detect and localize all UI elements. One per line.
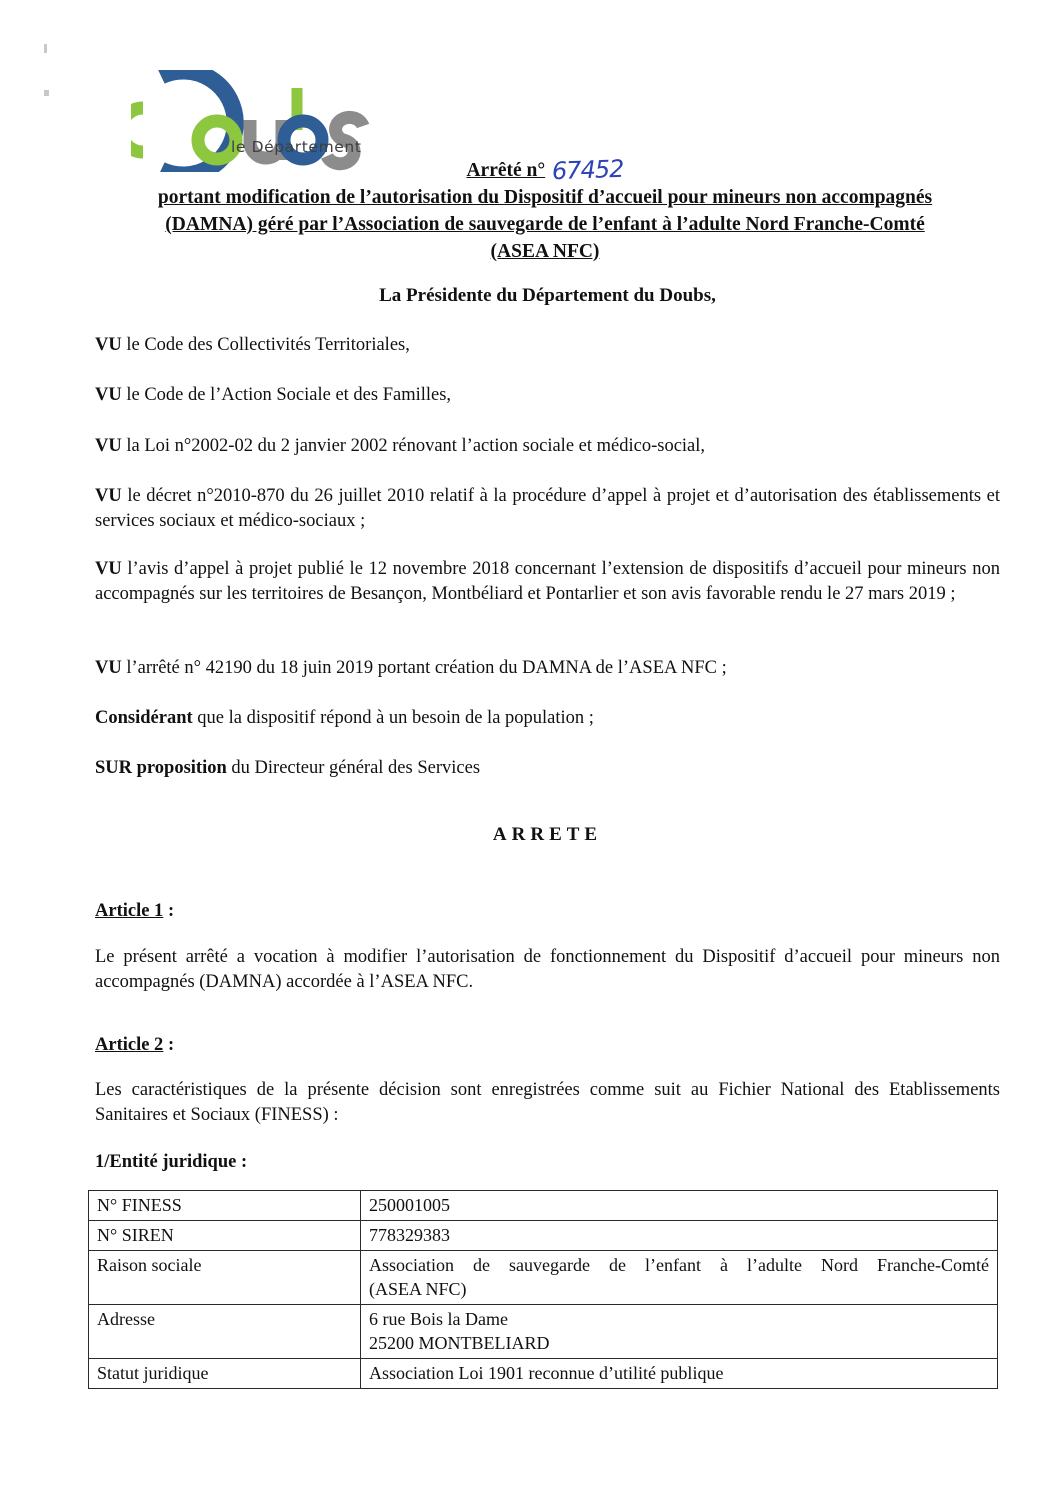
- table-cell-value-line: Association Loi 1901 reconnue d’utilité publique: [369, 1363, 724, 1383]
- page-title-line-3: (ASEA NFC): [490, 241, 600, 262]
- scan-speck: [44, 90, 49, 96]
- table-cell-key: N° FINESS: [89, 1191, 361, 1221]
- logo-tagline: le Département: [231, 138, 362, 156]
- article-2-heading-text: Article 2: [95, 1035, 164, 1055]
- page-title-line-2: (DAMNA) géré par l’Association de sauvegarde de l’enfant à l’adulte Nord Franche-Comté: [165, 214, 925, 235]
- sur-proposition-clause: [95, 756, 1000, 781]
- page-title-line-1: portant modification de l’autorisation du Dispositif d’accueil pour mineurs non accompagnés: [157, 187, 933, 208]
- arrete-title-block: [95, 155, 995, 265]
- considerant-text: que la dispositif répond à un besoin de la population ;: [192, 708, 594, 728]
- visa-lead: VU: [95, 436, 122, 456]
- visa-text: la Loi n°2002-02 du 2 janvier 2002 rénovant l’action sociale et médico-social,: [121, 436, 706, 456]
- article-1-heading-text: Article 1: [95, 901, 164, 921]
- visa-lead: VU: [95, 385, 122, 405]
- page-title: [95, 184, 995, 265]
- table-cell-value-line: Association de sauvegarde de l’enfant à l’adulte Nord Franche-Comté: [369, 1255, 989, 1275]
- visa-clause: [95, 333, 1000, 358]
- sur-proposition-lead: SUR proposition: [95, 758, 227, 778]
- visa-lead: VU: [95, 335, 122, 355]
- article-1-body: Le présent arrêté a vocation à modifier l’autorisation de fonctionnement du Dispositif d’accueil pour mineurs non accompagnés (DAMNA) accordée à l’ASEA NFC.: [95, 947, 1000, 992]
- visa-clause: [95, 557, 1000, 607]
- visa-text: l’avis d’appel à projet publié le 12 novembre 2018 concernant l’extension de dispositifs d’accueil pour mineurs non accompagnés sur les territoires de Besançon, Montbéliard et Pontarlier et son avis favorable rendu le 27 mars 2019 ;: [95, 559, 1000, 604]
- arrete-keyword: ARRETE: [492, 824, 603, 845]
- table-cell-value: [361, 1359, 998, 1389]
- article-1-heading: [95, 901, 174, 922]
- entity-juridique-table: [88, 1190, 998, 1389]
- entity-section-heading: 1/Entité juridique :: [95, 1152, 248, 1172]
- sur-proposition-text: du Directeur général des Services: [226, 758, 481, 778]
- arrete-number-line: [95, 155, 995, 184]
- visa-text: l’arrêté n° 42190 du 18 juin 2019 portant création du DAMNA de l’ASEA NFC ;: [121, 658, 727, 678]
- table-cell-value-line: 250001005: [369, 1195, 450, 1215]
- considerant-clause: [95, 706, 1000, 731]
- scan-speck: [44, 44, 47, 53]
- visa-lead: VU: [95, 658, 122, 678]
- visa-clause: [95, 434, 1000, 459]
- table-cell-value: [361, 1221, 998, 1251]
- article-2-heading: [95, 1035, 174, 1056]
- visa-clause: [95, 656, 1000, 681]
- table-row: [89, 1359, 998, 1389]
- article-2-heading-suffix: :: [163, 1035, 175, 1055]
- table-cell-value: [361, 1191, 998, 1221]
- table-cell-value: [361, 1305, 998, 1359]
- table-cell-value: [361, 1251, 998, 1305]
- logo-green-arc: [131, 108, 143, 152]
- table-row: [89, 1305, 998, 1359]
- issuing-authority: La Présidente du Département du Doubs,: [379, 285, 716, 306]
- table-row: [89, 1251, 998, 1305]
- table-row: [89, 1221, 998, 1251]
- visa-text: le Code de l’Action Sociale et des Familles,: [121, 385, 452, 405]
- table-cell-value-line: (ASEA NFC): [369, 1279, 467, 1299]
- table-cell-key: N° SIREN: [89, 1221, 361, 1251]
- article-1-heading-suffix: :: [163, 901, 175, 921]
- visa-clause: [95, 484, 1000, 534]
- arrete-number-handwritten: 67452: [551, 154, 624, 186]
- visa-text: le Code des Collectivités Territoriales,: [121, 335, 410, 355]
- table-row: [89, 1191, 998, 1221]
- article-2-body: Les caractéristiques de la présente décision sont enregistrées comme suit au Fichier National des Etablissements Sanitaires et Sociaux (FINESS) :: [95, 1080, 1000, 1125]
- visa-text: le décret n°2010-870 du 26 juillet 2010 relatif à la procédure d’appel à projet et d’autorisation des établissements et services sociaux et médico-sociaux ;: [95, 486, 1000, 531]
- visa-lead: VU: [95, 559, 122, 579]
- visa-lead: VU: [95, 486, 122, 506]
- table-cell-value-line: 778329383: [369, 1225, 450, 1245]
- table-cell-key: Statut juridique: [89, 1359, 361, 1389]
- table-cell-key: Raison sociale: [89, 1251, 361, 1305]
- visa-clause: [95, 383, 1000, 408]
- table-cell-key: Adresse: [89, 1305, 361, 1359]
- arrete-label: Arrêté n°: [466, 160, 546, 181]
- table-cell-value-line: 25200 MONTBELIARD: [369, 1333, 550, 1353]
- considerant-lead: Considérant: [95, 708, 193, 728]
- table-cell-value-line: 6 rue Bois la Dame: [369, 1309, 508, 1329]
